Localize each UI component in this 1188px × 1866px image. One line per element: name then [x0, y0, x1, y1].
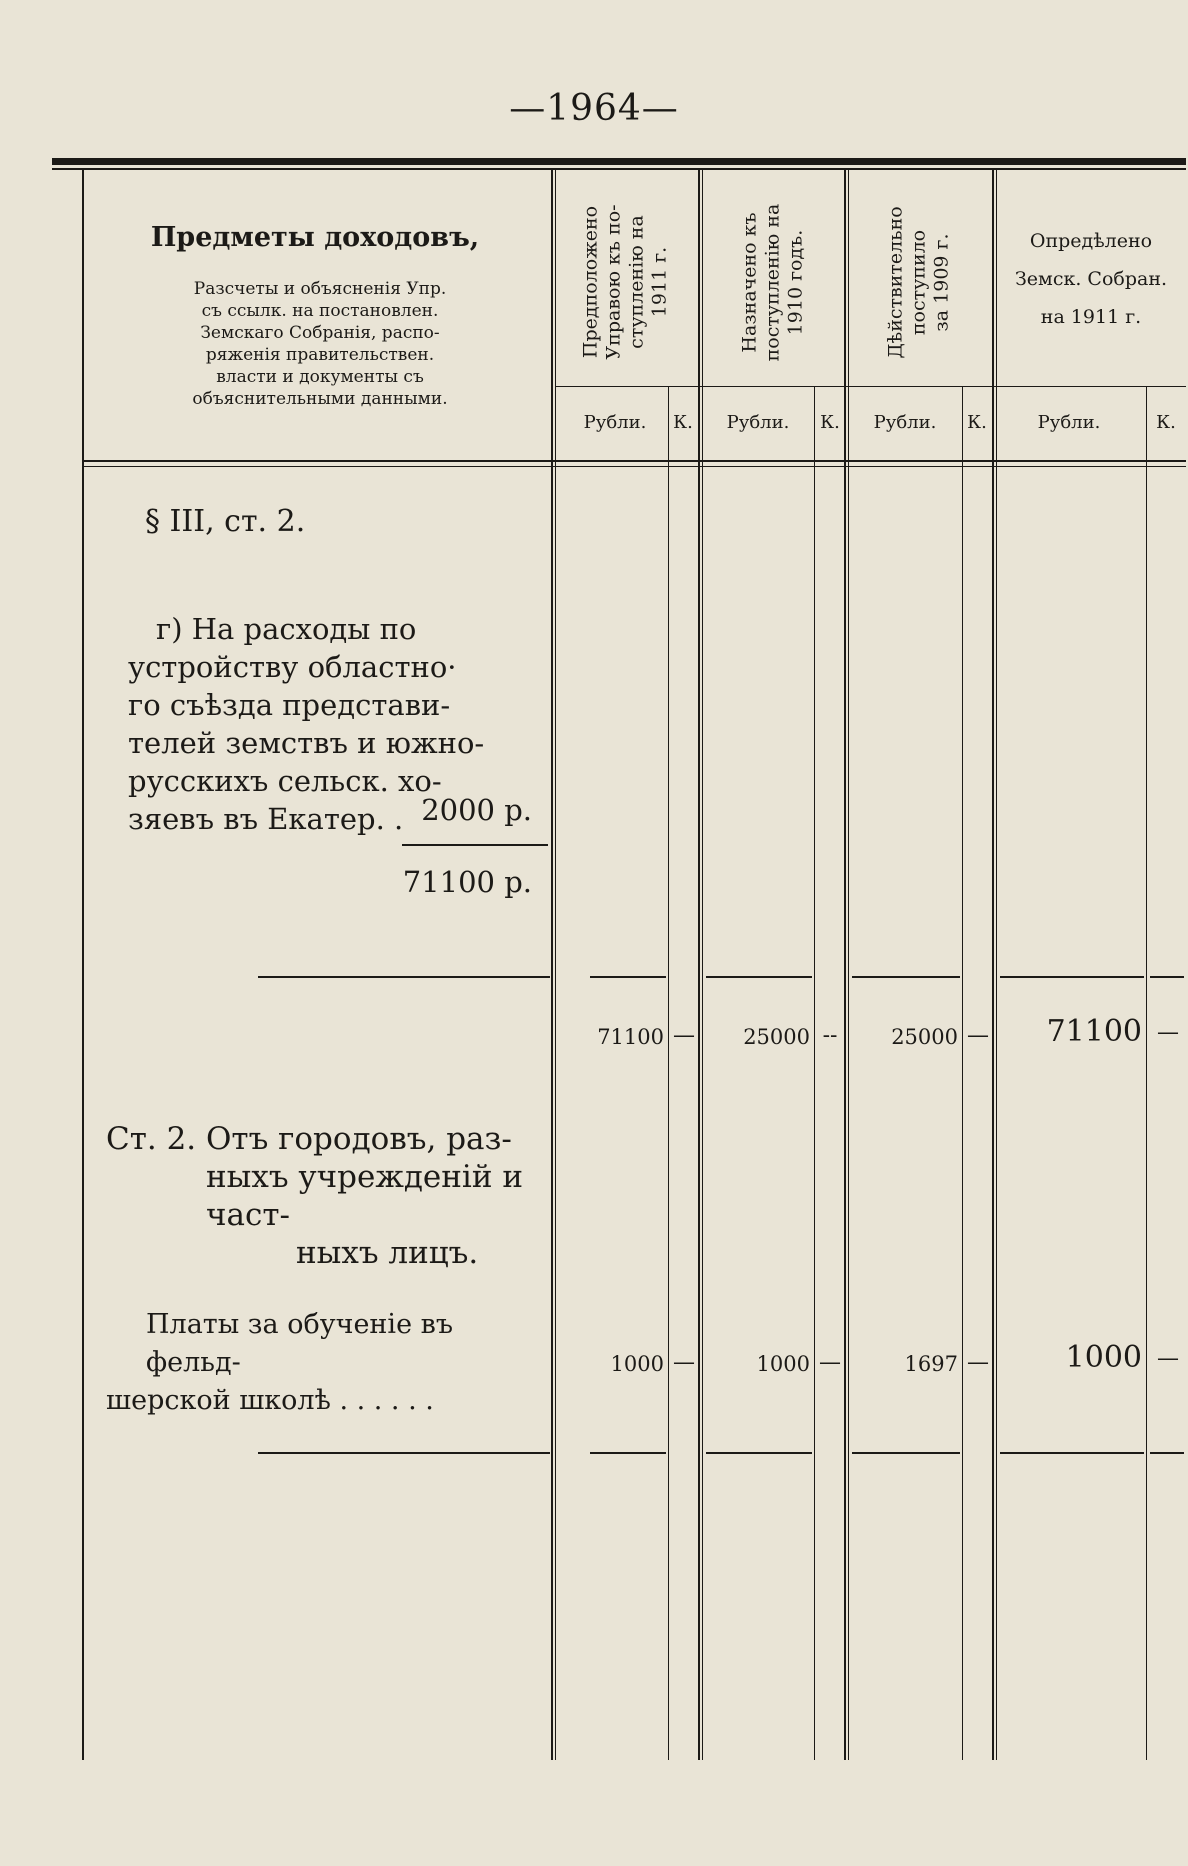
row1-c2-kop: -- [822, 1023, 838, 1048]
divider-c3-kop [962, 386, 963, 1760]
unit-kop-2: К. [820, 412, 840, 433]
section1-end-rule-c4 [1000, 976, 1144, 978]
row2-c2-kop: — [819, 1350, 841, 1375]
row1-c2-rub: 25000 [743, 1025, 810, 1049]
header-unit-separator [555, 386, 1186, 387]
divider-text-col-inner [555, 170, 556, 1760]
section1-end-rule-c2 [706, 976, 812, 978]
row1-c1-kop: — [673, 1023, 695, 1048]
row2-c3-rub: 1697 [904, 1352, 958, 1376]
divider-c3-c4 [992, 170, 994, 1760]
row1-c3-kop: — [967, 1023, 989, 1048]
header-title: Предметы доходовъ, [150, 222, 480, 253]
top-rule-thin [52, 168, 1186, 170]
top-rule-heavy [52, 158, 1186, 165]
header-subtitle: Разсчеты и объясненія Упр. съ ссылк. на постановлен. Земскаго Собранія, распо- ряженія правительствен. власти и документы съ объяснительными данными. [192, 279, 448, 409]
section2-end-rule-c4 [1000, 1452, 1144, 1454]
row1-c4-rub: 71100 [1046, 1014, 1142, 1049]
section-heading: § III, ст. 2. [145, 504, 306, 539]
divider-c1-c2 [698, 170, 700, 1760]
section2-end-rule-c1 [590, 1452, 666, 1454]
divider-c1-kop [668, 386, 669, 1760]
page-number: —1964— [509, 88, 679, 129]
col-header-assigned: Назначено къ поступленію на 1910 годъ. [738, 203, 807, 361]
fee-item-description: Платы за обученіе въ фельд- шерской школѣ . . . . . . [106, 1309, 454, 1416]
row1-c3-rub: 25000 [891, 1025, 958, 1049]
section1-end-rule [258, 976, 550, 978]
header-bottom-rule [84, 460, 1186, 462]
unit-kop-4: К. [1156, 412, 1176, 433]
header-bottom-rule-2 [84, 466, 1186, 467]
row2-c4-kop: — [1157, 1346, 1179, 1371]
unit-rub-2: Рубли. [726, 412, 790, 433]
row2-c4-rub: 1000 [1065, 1340, 1142, 1375]
section-total: 71100 р. [402, 865, 532, 899]
unit-rub-4: Рубли. [1037, 412, 1101, 433]
section2-end-rule-kop [1150, 1452, 1184, 1454]
row2-c2-rub: 1000 [756, 1352, 810, 1376]
table-left-border [82, 170, 84, 1760]
subtotal-rule [402, 844, 548, 846]
row1-c4-kop: — [1157, 1020, 1179, 1045]
row2-c3-kop: — [967, 1350, 989, 1375]
divider-c4-kop [1146, 386, 1147, 1760]
item-amount: 2000 р. [421, 793, 532, 827]
divider-c3-c4-inner [996, 170, 997, 1760]
section1-end-rule-c1 [590, 976, 666, 978]
row2-c1-rub: 1000 [610, 1352, 664, 1376]
divider-c2-kop [814, 386, 815, 1760]
unit-kop-1: К. [673, 412, 693, 433]
row2-c1-kop: — [673, 1350, 695, 1375]
divider-c2-c3-inner [848, 170, 849, 1760]
col-header-actual: Дѣйствительно поступило за 1909 г. [884, 205, 953, 359]
section2-end-rule [258, 1452, 550, 1454]
divider-text-col [551, 170, 553, 1760]
unit-kop-3: К. [967, 412, 987, 433]
col-header-determined: Опредѣлено Земск. Собран. на 1911 г. [1014, 230, 1168, 328]
divider-c2-c3 [844, 170, 846, 1760]
divider-c1-c2-inner [702, 170, 703, 1760]
section2-end-rule-c2 [706, 1452, 812, 1454]
section1-end-rule-kop [1150, 976, 1184, 978]
item-description: г) На расходы по устройству областно· го съѣзда представи- телей земствъ и южно- русскихъ сельск. хо- зяевъ въ Екатер. . [128, 612, 485, 836]
row1-c1-rub: 71100 [597, 1025, 664, 1049]
section2-end-rule-c3 [852, 1452, 960, 1454]
unit-rub-3: Рубли. [873, 412, 937, 433]
unit-rub-1: Рубли. [583, 412, 647, 433]
col-header-proposed: Предположено Управою къ по- ступленію на 1911 г. [580, 204, 672, 360]
article-heading: Ст. 2. Отъ городовъ, раз- ныхъ учрежденій и част- ныхъ лицъ. [106, 1121, 524, 1271]
section1-end-rule-c3 [852, 976, 960, 978]
